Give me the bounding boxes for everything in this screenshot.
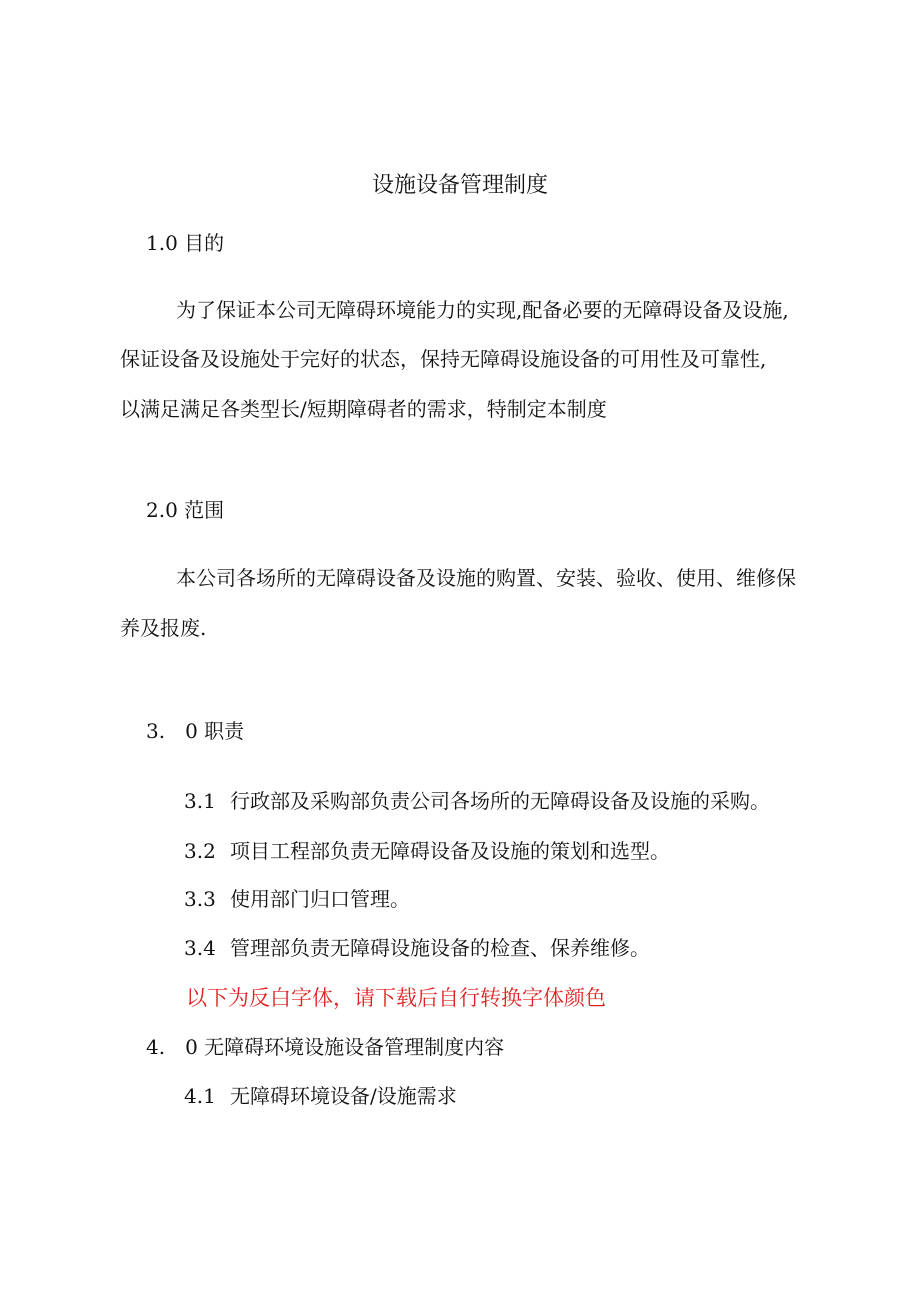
section-3-item bbox=[184, 838, 670, 864]
section-3-item bbox=[184, 886, 410, 912]
section-2-heading: 2.0 范围 bbox=[146, 498, 225, 522]
red-notice: 以下为反白字体，请下载后自行转换字体颜色 bbox=[186, 986, 606, 1010]
section-2-line-2: 养及报废. bbox=[120, 616, 207, 640]
item-text: 行政部及采购部负责公司各场所的无障碍设备及设施的采购。 bbox=[230, 789, 770, 813]
section-1-heading: 1.0 目的 bbox=[146, 231, 225, 255]
section-3-item bbox=[184, 788, 770, 814]
item-number: 3.1 bbox=[184, 789, 216, 813]
item-number: 3.4 bbox=[184, 936, 216, 960]
section-3-heading: 3. 0 职责 bbox=[146, 719, 245, 743]
item-number: 4.1 bbox=[184, 1084, 216, 1108]
document-title: 设施设备管理制度 bbox=[371, 173, 548, 198]
item-text: 管理部负责无障碍设施设备的检查、保养维修。 bbox=[230, 936, 650, 960]
section-4-heading: 4. 0 无障碍环境设施设备管理制度内容 bbox=[146, 1035, 505, 1059]
item-text: 使用部门归口管理。 bbox=[230, 887, 410, 911]
item-text: 无障碍环境设备/设施需求 bbox=[230, 1084, 457, 1108]
section-4-item bbox=[184, 1083, 457, 1109]
item-text: 项目工程部负责无障碍设备及设施的策划和选型。 bbox=[230, 839, 670, 863]
section-1-line-2: 保证设备及设施处于完好的状态，保持无障碍设施设备的可用性及可靠性, bbox=[120, 347, 767, 371]
section-1-line-3: 以满足满足各类型长/短期障碍者的需求，特制定本制度 bbox=[120, 397, 607, 421]
item-number: 3.3 bbox=[184, 887, 216, 911]
section-1-line-1: 为了保证本公司无障碍环境能力的实现,配备必要的无障碍设备及设施, bbox=[176, 298, 789, 322]
item-number: 3.2 bbox=[184, 839, 216, 863]
section-2-line-1: 本公司各场所的无障碍设备及设施的购置、安装、验收、使用、维修保 bbox=[176, 566, 796, 590]
section-3-item bbox=[184, 935, 650, 961]
